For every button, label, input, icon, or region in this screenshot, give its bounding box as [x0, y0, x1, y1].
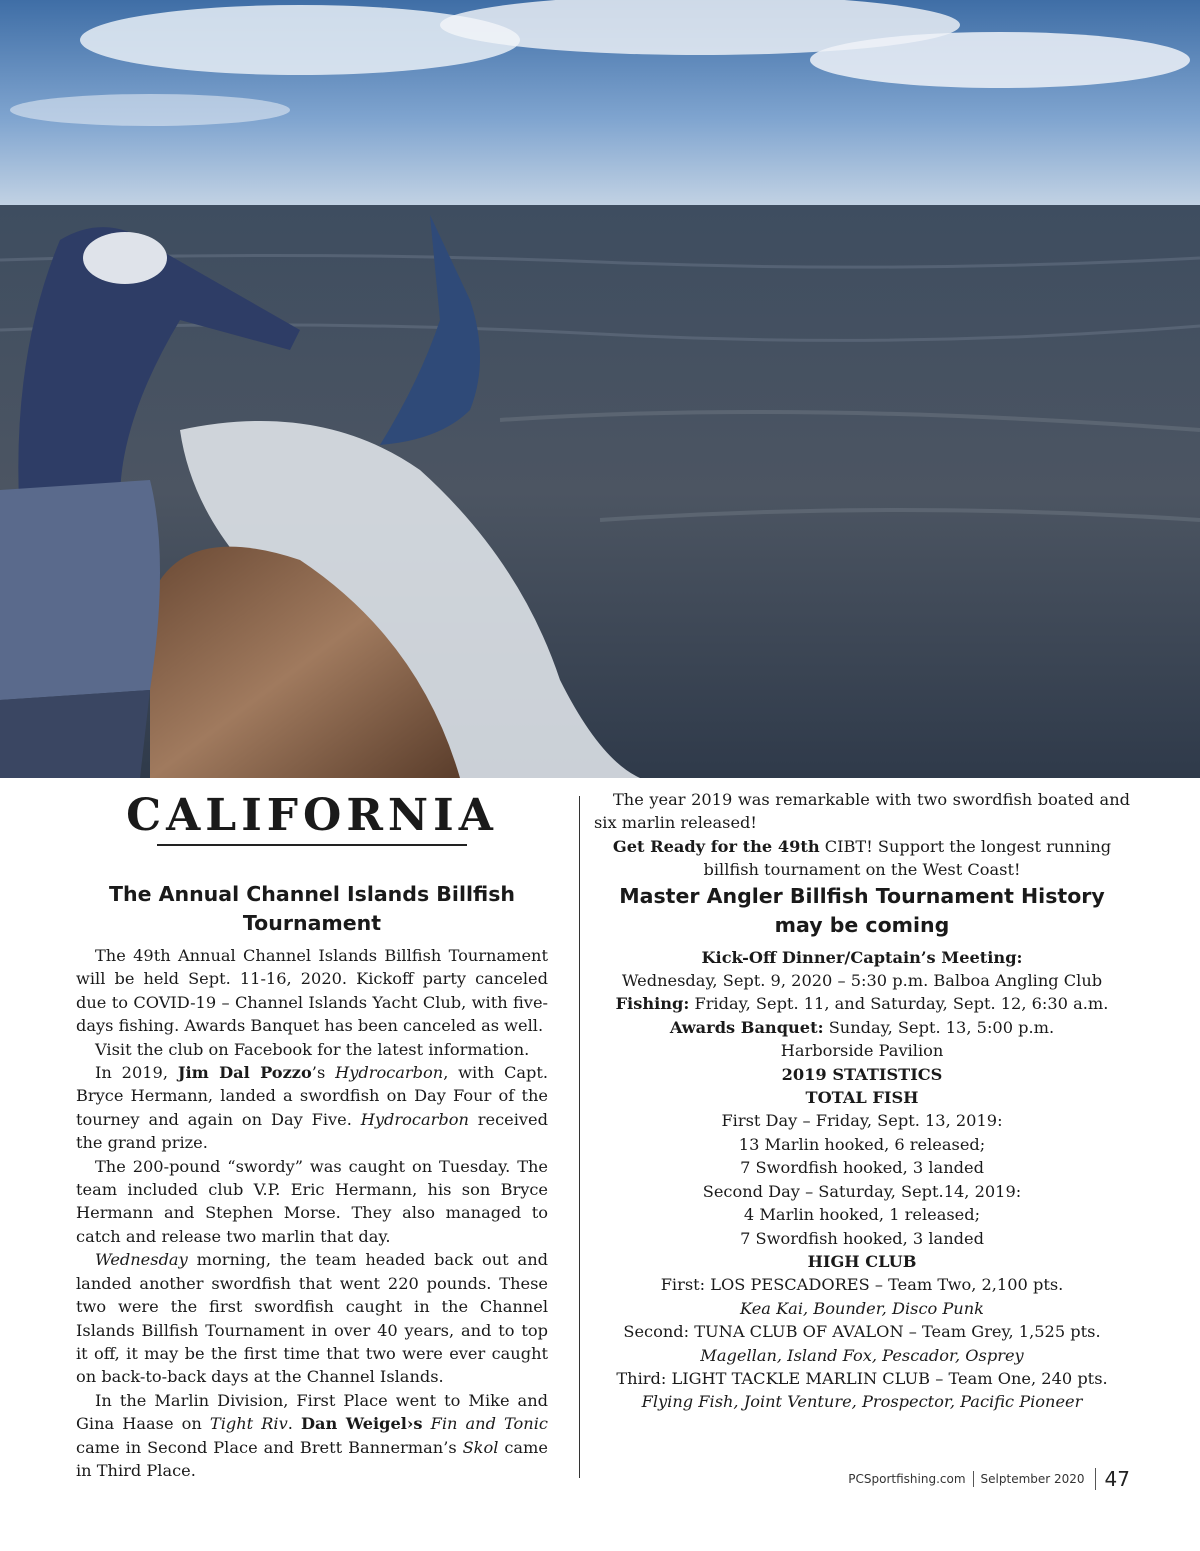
day1-title: First Day – Friday, Sept. 13, 2019:	[721, 1111, 1003, 1131]
total-fish-title: TOTAL FISH	[805, 1088, 919, 1108]
kickoff-label: Kick-Off Dinner/Captain’s Meeting:	[701, 947, 1023, 967]
footer-issue: Selptember 2020	[980, 1472, 1085, 1486]
section-heading-rule	[157, 844, 467, 846]
paragraph: The 49th Annual Channel Islands Billfish Tournament will be held Sept. 11-16, 2020. Kickoff party canceled due to COVID-19 – Channel Islands Yacht Club, with five-days fishing. Awards Banquet has been canceled as well.	[76, 946, 548, 1036]
article-title-channel-islands: The Annual Channel Islands Billfish Tournament	[109, 882, 515, 935]
paragraph: In 2019, Jim Dal Pozzo’s Hydrocarbon, with Capt. Bryce Hermann, landed a swordfish on Day Four of the tourney and again on Day Five. Hydrocarbon received the grand prize.	[76, 1063, 548, 1153]
day2-title: Second Day – Saturday, Sept.14, 2019:	[702, 1181, 1022, 1201]
second-place: Second: TUNA CLUB OF AVALON – Team Grey, 1,525 pts.	[623, 1322, 1101, 1342]
day1-marlin: 13 Marlin hooked, 6 released;	[738, 1134, 986, 1154]
paragraph: The 200-pound “swordy” was caught on Tuesday. The team included club V.P. Eric Hermann, his son Bryce Hermann and Stephen Morse. They also managed to catch and release two marlin that day.	[76, 1156, 548, 1246]
day2-swordfish: 7 Swordfish hooked, 3 landed	[740, 1228, 984, 1248]
high-club-title: HIGH CLUB	[807, 1251, 917, 1271]
day1-swordfish: 7 Swordfish hooked, 3 landed	[740, 1158, 984, 1178]
footer-site: PCSportfishing.com	[848, 1472, 966, 1486]
paragraph: Wednesday morning, the team headed back out and landed another swordfish that went 220 pounds. These two were the first swordfish caught in the Channel Islands Billfish Tournament in over 40 years, and to top it off, it may be the first time that two were ever caught on back-to-back days at the Channel Islands.	[76, 1250, 548, 1387]
paragraph: In the Marlin Division, First Place went to Mike and Gina Haase on Tight Riv. Dan Weigel›s Fin and Tonic came in Second Place and Brett Bannerman’s Skol came in Third Place.	[76, 1390, 548, 1480]
first-place-boats: Kea Kai, Bounder, Disco Punk	[740, 1298, 984, 1318]
day2-marlin: 4 Marlin hooked, 1 released;	[743, 1205, 981, 1225]
third-place: Third: LIGHT TACKLE MARLIN CLUB – Team One, 240 pts.	[616, 1368, 1108, 1388]
banquet-line: Awards Banquet: Sunday, Sept. 13, 5:00 p.m.	[669, 1017, 1055, 1037]
banquet-place: Harborside Pavilion	[780, 1041, 944, 1061]
column-divider	[579, 796, 580, 1478]
stats-title: 2019 STATISTICS	[781, 1064, 943, 1084]
footer-separator	[1095, 1468, 1096, 1490]
second-place-boats: Magellan, Island Fox, Pescador, Osprey	[700, 1345, 1024, 1365]
page-footer	[848, 1466, 1130, 1492]
right-column	[594, 788, 1130, 1414]
third-place-boats: Flying Fish, Joint Venture, Prospector, Pacific Pioneer	[641, 1392, 1083, 1412]
fishing-line: Fishing: Friday, Sept. 11, and Saturday, Sept. 12, 6:30 a.m.	[615, 994, 1109, 1014]
paragraph: Get Ready for the 49th CIBT! Support the longest running billfish tournament on the West Coast!	[612, 836, 1112, 880]
page-number: 47	[1104, 1467, 1130, 1491]
footer-separator	[973, 1471, 974, 1487]
article-title-master-angler: Master Angler Billfish Tournament History may be coming	[619, 883, 1105, 937]
paragraph: Visit the club on Facebook for the latest information.	[95, 1039, 530, 1059]
section-heading: CALIFORNIA	[126, 790, 498, 841]
kickoff-text: Wednesday, Sept. 9, 2020 – 5:30 p.m. Balboa Angling Club	[621, 971, 1103, 991]
paragraph: The year 2019 was remarkable with two swordfish boated and six marlin released!	[594, 790, 1130, 833]
first-place: First: LOS PESCADORES – Team Two, 2,100 pts.	[660, 1275, 1064, 1295]
left-column	[76, 788, 548, 1482]
